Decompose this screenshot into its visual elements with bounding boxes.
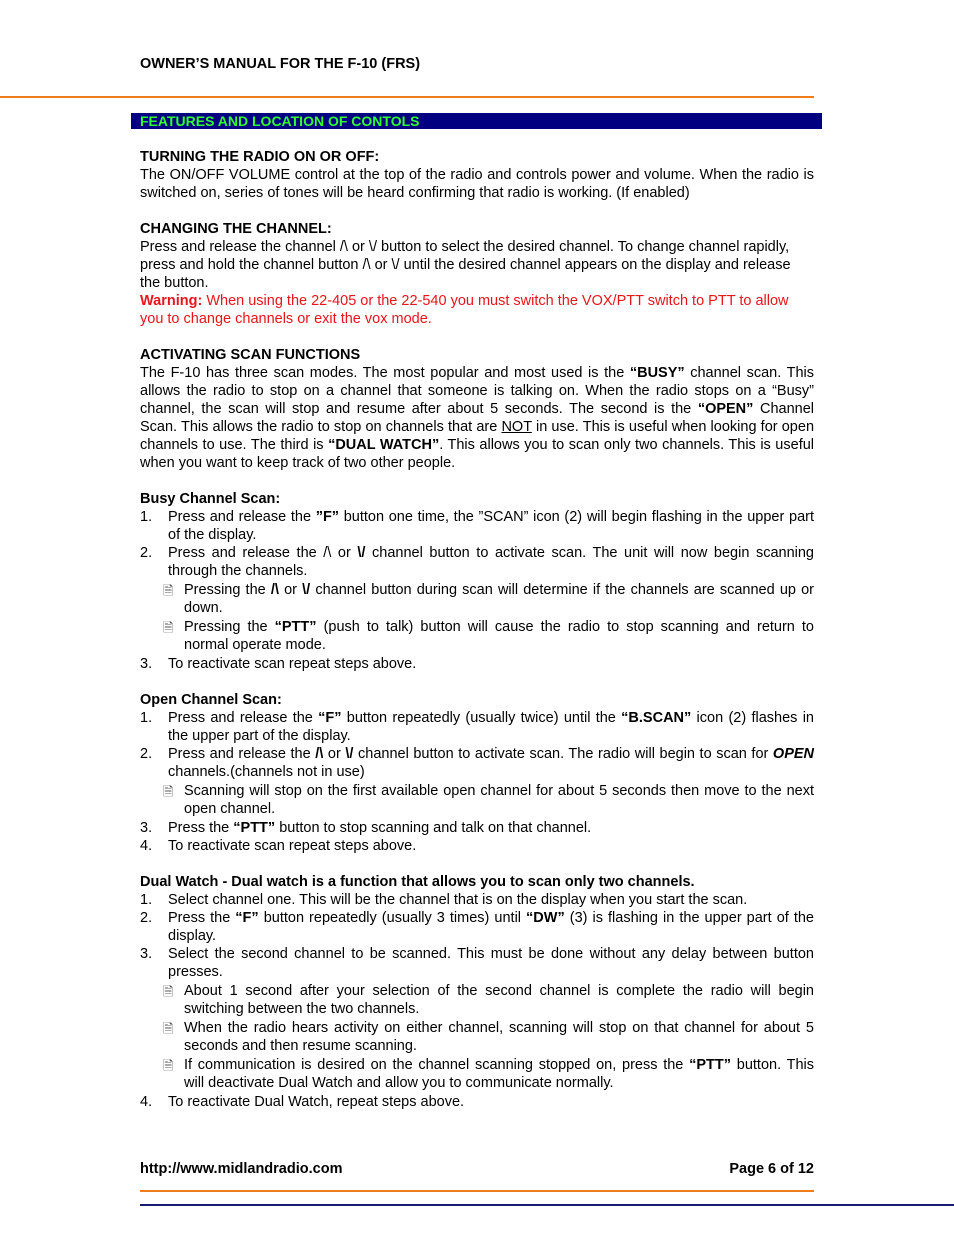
list-number: 2. xyxy=(140,545,153,561)
busy-note-1-b: /\ xyxy=(270,582,279,598)
list-number: 4. xyxy=(140,838,153,854)
dual-step-3: Select the second channel to be scanned. This must be done without any delay between button presses. xyxy=(168,946,814,980)
open-note-1: Scanning will stop on the first available open channel for about 5 seconds then move to the next open channel. xyxy=(184,783,814,817)
power-text: The ON/OFF VOLUME control at the top of the radio and controls power and volume. When the radio is switched on, series of tones will be heard confirming that radio is working. (If enabled) xyxy=(140,167,814,201)
list-number: 3. xyxy=(140,820,153,836)
open-step-3-c: button to stop scanning and talk on that channel. xyxy=(275,820,592,836)
busy-note-2-b: “PTT” xyxy=(274,619,317,635)
open-step-4: To reactivate scan repeat steps above. xyxy=(168,838,417,854)
open-step-2-e: channel button to activate scan. The radio will begin to scan for xyxy=(353,746,773,762)
busy-step-1-c: button one time, the ”SCAN” icon (2) will begin flashing in the upper part of the display. xyxy=(168,509,814,543)
footer-rule-orange xyxy=(140,1190,814,1192)
list-item xyxy=(140,1019,814,1055)
busy-step-2-c: channel button to activate scan. The unit will now begin scanning through the channels. xyxy=(168,545,814,579)
page-number: Page 6 of 12 xyxy=(729,1161,814,1177)
dual-step-2-d: “DW” xyxy=(526,910,565,926)
warning-label: Warning: xyxy=(140,293,203,309)
header-rule xyxy=(0,96,814,98)
open-step-2-d: \/ xyxy=(345,746,354,762)
channel-text: Press and release the channel /\ or \/ button to select the desired channel. To change channel rapidly, press and hold the channel button /\ or \/ until the desired channel appears on the display and release the button. xyxy=(140,239,791,291)
busy-note-1-a: Pressing the xyxy=(184,582,271,598)
busy-step-1-b: ”F” xyxy=(315,509,340,525)
open-step-2-a: Press and release the xyxy=(168,746,316,762)
list-item xyxy=(140,581,814,617)
scan-text-3: Channel Scan. This allows the radio to stop on channels that are xyxy=(140,401,814,435)
dual-step-2-c: button repeatedly (usually 3 times) until xyxy=(258,910,527,926)
scan-not-term: NOT xyxy=(501,419,532,435)
list-item xyxy=(140,709,814,745)
scan-dual-term: “DUAL WATCH” xyxy=(328,437,440,453)
list-number: 1. xyxy=(140,892,153,908)
dual-step-2-e: (3) is flashing in the upper part of the display. xyxy=(168,910,814,944)
list-item xyxy=(140,1056,814,1092)
dual-note-3-b: “PTT” xyxy=(689,1057,732,1073)
scan-text-2: channel scan. This allows the radio to stop on a channel that someone is talking on. When the radio stops on a “Busy” channel, the scan will stop and resume after about 5 seconds. The second is the xyxy=(140,365,814,417)
open-step-1-c: button repeatedly (usually twice) until the xyxy=(341,710,622,726)
channel-heading: CHANGING THE CHANNEL: xyxy=(140,221,332,237)
list-number: 4. xyxy=(140,1094,153,1110)
list-number: 2. xyxy=(140,910,153,926)
note-icon: 🗎 xyxy=(163,583,174,598)
open-heading: Open Channel Scan: xyxy=(140,692,282,708)
list-item xyxy=(140,982,814,1018)
footer-rule-navy xyxy=(140,1204,954,1206)
open-step-3-b: “PTT” xyxy=(233,820,276,836)
list-item xyxy=(140,1093,814,1111)
list-item xyxy=(140,618,814,654)
open-step-2-f: OPEN xyxy=(772,746,815,762)
note-icon: 🗎 xyxy=(163,1021,174,1036)
list-item xyxy=(140,745,814,781)
open-step-1-b: “F” xyxy=(318,710,342,726)
note-icon: 🗎 xyxy=(163,784,174,799)
dual-step-2-a: Press the xyxy=(168,910,236,926)
open-step-1-d: “B.SCAN” xyxy=(621,710,692,726)
list-number: 3. xyxy=(140,656,153,672)
busy-step-3: To reactivate scan repeat steps above. xyxy=(168,656,417,672)
list-number: 2. xyxy=(140,746,153,762)
open-step-3-a: Press the xyxy=(168,820,234,836)
dual-step-1: Select channel one. This will be the channel that is on the display when you start the scan. xyxy=(168,892,748,908)
power-heading: TURNING THE RADIO ON OR OFF: xyxy=(140,149,380,165)
list-number: 3. xyxy=(140,946,153,962)
list-number: 1. xyxy=(140,509,153,525)
open-step-2-b: /\ xyxy=(315,746,324,762)
dual-step-4: To reactivate Dual Watch, repeat steps above. xyxy=(168,1094,465,1110)
dual-step-2-b: “F” xyxy=(235,910,259,926)
dual-note-3-c: button. This will deactivate Dual Watch and allow you to communicate normally. xyxy=(184,1057,814,1091)
busy-heading: Busy Channel Scan: xyxy=(140,491,281,507)
list-item xyxy=(140,819,814,837)
list-item xyxy=(140,655,814,673)
open-step-2-c: or xyxy=(323,746,346,762)
list-item xyxy=(140,837,814,855)
warning-text: When using the 22-405 or the 22-540 you must switch the VOX/PTT switch to PTT to allow you to change channels or exit the vox mode. xyxy=(140,293,789,327)
busy-note-1-e: channel button during scan will determine if the channels are scanned up or down. xyxy=(184,582,814,616)
busy-note-1-d: \/ xyxy=(302,582,311,598)
open-step-2-g: channels.(channels not in use) xyxy=(168,764,365,780)
busy-step-1-a: Press and release the xyxy=(168,509,316,525)
scan-busy-term: “BUSY” xyxy=(629,365,685,381)
busy-note-2-a: Pressing the xyxy=(184,619,275,635)
warning-paragraph xyxy=(140,292,814,328)
open-step-1-e: icon (2) flashes in the upper part of the display. xyxy=(168,710,814,744)
busy-note-1-c: or xyxy=(278,582,303,598)
busy-step-2-a: Press and release the /\ or xyxy=(168,545,358,561)
list-item xyxy=(140,544,814,580)
dual-note-1: About 1 second after your selection of the second channel is complete the radio will begin switching between the two channels. xyxy=(184,983,814,1017)
page-header: OWNER’S MANUAL FOR THE F-10 (FRS) xyxy=(140,56,421,72)
list-item xyxy=(140,909,814,945)
busy-note-2-c: (push to talk) button will cause the radio to stop scanning and return to normal operate mode. xyxy=(184,619,814,653)
scan-text-4: in use. This is useful when looking for open channels to use. The third is xyxy=(140,419,815,453)
dual-heading: Dual Watch - Dual watch is a function that allows you to scan only two channels. xyxy=(140,874,695,890)
dual-note-3-a: If communication is desired on the channel scanning stopped on, press the xyxy=(184,1057,690,1073)
note-icon: 🗎 xyxy=(163,1058,174,1073)
manual-content xyxy=(140,148,814,1111)
scan-heading: ACTIVATING SCAN FUNCTIONS xyxy=(140,347,361,363)
list-item xyxy=(140,891,814,909)
list-item xyxy=(140,782,814,818)
section-banner: FEATURES AND LOCATION OF CONTOLS xyxy=(131,113,822,129)
scan-text-5: . This allows you to scan only two channels. This is useful when you want to keep track of two other people. xyxy=(140,437,815,471)
scan-text-1: The F-10 has three scan modes. The most popular and most used is the xyxy=(140,365,630,381)
open-step-1-a: Press and release the xyxy=(168,710,319,726)
scan-text xyxy=(140,364,814,472)
footer-url-link[interactable]: http://www.midlandradio.com xyxy=(140,1161,343,1177)
list-item xyxy=(140,508,814,544)
list-item xyxy=(140,945,814,981)
note-icon: 🗎 xyxy=(163,620,174,635)
scan-open-term: “OPEN” xyxy=(697,401,754,417)
note-icon: 🗎 xyxy=(163,984,174,999)
dual-note-2: When the radio hears activity on either channel, scanning will stop on that channel for about 5 seconds and then resume scanning. xyxy=(184,1020,814,1054)
busy-step-2-b: \/ xyxy=(357,545,366,561)
list-number: 1. xyxy=(140,710,153,726)
